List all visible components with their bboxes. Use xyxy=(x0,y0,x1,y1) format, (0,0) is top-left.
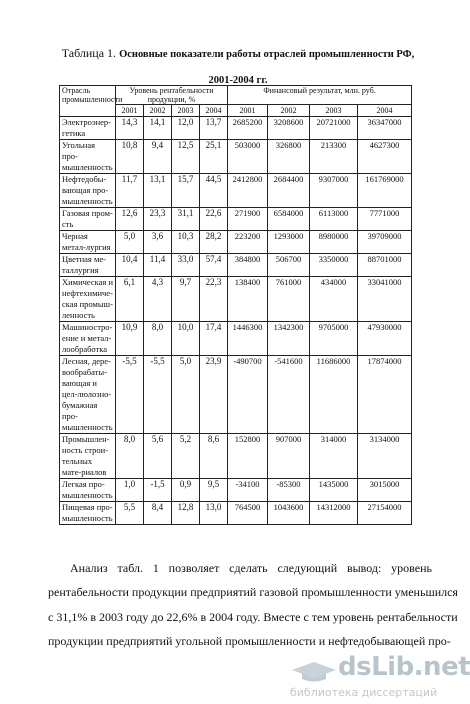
profitability-cell: -5,5 xyxy=(116,356,144,434)
financial-result-cell: 138400 xyxy=(228,277,268,322)
profitability-cell: -1,5 xyxy=(144,479,172,502)
sector-name: Машиностро-ение и метал-лообработка xyxy=(60,322,116,356)
financial-result-cell: -34100 xyxy=(228,479,268,502)
profitability-cell: 17,4 xyxy=(200,322,228,356)
caption-years: 2001-2004 гг. xyxy=(208,75,268,86)
header-financial-result: Финансовый результат, млн. руб. xyxy=(228,86,412,105)
financial-result-cell: 271900 xyxy=(228,208,268,231)
financial-result-cell: 2412800 xyxy=(228,174,268,208)
table-row xyxy=(60,434,412,479)
financial-result-cell: 764500 xyxy=(228,502,268,525)
profitability-cell: 12,0 xyxy=(172,117,200,140)
financial-result-cell: 314000 xyxy=(310,434,358,479)
financial-result-cell: 9705000 xyxy=(310,322,358,356)
financial-result-cell: 161769000 xyxy=(358,174,412,208)
financial-result-cell: 27154000 xyxy=(358,502,412,525)
profitability-cell: 31,1 xyxy=(172,208,200,231)
sector-name: Цветная ме-таллургия xyxy=(60,254,116,277)
paragraph-line: продукции предприятий угольной промышленности и нефтедобывающей про- xyxy=(48,633,451,648)
header-sector: Отрасль промышленности xyxy=(60,86,116,117)
profitability-cell: 9,5 xyxy=(200,479,228,502)
financial-result-cell: 6113000 xyxy=(310,208,358,231)
financial-result-cell: 8980000 xyxy=(310,231,358,254)
year-header: 2004 xyxy=(358,105,412,117)
financial-result-cell: 4627300 xyxy=(358,140,412,174)
year-header: 2003 xyxy=(172,105,200,117)
profitability-cell: 8,4 xyxy=(144,502,172,525)
year-header: 2004 xyxy=(200,105,228,117)
profitability-cell: 9,7 xyxy=(172,277,200,322)
sector-name: Черная метал-лургия xyxy=(60,231,116,254)
profitability-cell: 12,8 xyxy=(172,502,200,525)
financial-result-cell: 3015000 xyxy=(358,479,412,502)
financial-result-cell: 7771000 xyxy=(358,208,412,231)
financial-result-cell: 1435000 xyxy=(310,479,358,502)
profitability-cell: 28,2 xyxy=(200,231,228,254)
financial-result-cell: 33041000 xyxy=(358,277,412,322)
profitability-cell: 23,9 xyxy=(200,356,228,434)
table-row xyxy=(60,479,412,502)
financial-result-cell: 503000 xyxy=(228,140,268,174)
profitability-cell: 10,0 xyxy=(172,322,200,356)
table-row xyxy=(60,322,412,356)
table-row xyxy=(60,502,412,525)
table-row xyxy=(60,174,412,208)
financial-result-cell: 39709000 xyxy=(358,231,412,254)
profitability-cell: 12,6 xyxy=(116,208,144,231)
financial-result-cell: 907000 xyxy=(268,434,310,479)
sector-name: Промышлен-ность строи-тельных мате-риалов xyxy=(60,434,116,479)
profitability-cell: 6,1 xyxy=(116,277,144,322)
financial-result-cell: 2685200 xyxy=(228,117,268,140)
profitability-cell: 10,4 xyxy=(116,254,144,277)
financial-result-cell: 14312000 xyxy=(310,502,358,525)
financial-result-cell: 20721000 xyxy=(310,117,358,140)
profitability-cell: 5,6 xyxy=(144,434,172,479)
industry-table xyxy=(59,85,412,525)
profitability-cell: 13,7 xyxy=(200,117,228,140)
profitability-cell: 22,6 xyxy=(200,208,228,231)
profitability-cell: -5,5 xyxy=(144,356,172,434)
profitability-cell: 8,6 xyxy=(200,434,228,479)
sector-name: Легкая про-мышленность xyxy=(60,479,116,502)
profitability-cell: 13,0 xyxy=(200,502,228,525)
profitability-cell: 5,0 xyxy=(116,231,144,254)
financial-result-cell: 1293000 xyxy=(268,231,310,254)
table-body xyxy=(60,117,412,525)
table-row xyxy=(60,117,412,140)
profitability-cell: 23,3 xyxy=(144,208,172,231)
watermark-logo: dsLib.net xyxy=(338,652,470,682)
profitability-cell: 14,3 xyxy=(116,117,144,140)
financial-result-cell: -490700 xyxy=(228,356,268,434)
sector-name: Угольная про-мышленность xyxy=(60,140,116,174)
graduation-cap-icon xyxy=(290,660,338,684)
financial-result-cell: 152800 xyxy=(228,434,268,479)
profitability-cell: 5,2 xyxy=(172,434,200,479)
table-row xyxy=(60,356,412,434)
year-header: 2003 xyxy=(310,105,358,117)
profitability-cell: 9,4 xyxy=(144,140,172,174)
profitability-cell: 8,0 xyxy=(116,434,144,479)
year-header: 2002 xyxy=(144,105,172,117)
financial-result-cell: 434000 xyxy=(310,277,358,322)
profitability-cell: 22,3 xyxy=(200,277,228,322)
sector-name: Пищевая про-мышленность xyxy=(60,502,116,525)
profitability-cell: 57,4 xyxy=(200,254,228,277)
sector-name: Лесная, дере-вообрабаты-вающая и цел-люлозно-бумажная про-мышленность xyxy=(60,356,116,434)
financial-result-cell: -541600 xyxy=(268,356,310,434)
year-header: 2002 xyxy=(268,105,310,117)
profitability-cell: 14,1 xyxy=(144,117,172,140)
profitability-cell: 8,0 xyxy=(144,322,172,356)
paragraph-line: рентабельности продукции предприятий газовой промышленности уменьшился xyxy=(48,585,458,600)
financial-result-cell: 17874000 xyxy=(358,356,412,434)
header-profitability: Уровень рентабельности продукции, % xyxy=(116,86,228,105)
profitability-cell: 15,7 xyxy=(172,174,200,208)
year-header: 2001 xyxy=(228,105,268,117)
financial-result-cell: 47930000 xyxy=(358,322,412,356)
financial-result-cell: 6584000 xyxy=(268,208,310,231)
profitability-cell: 1,0 xyxy=(116,479,144,502)
sector-name: Нефтедобы-вающая про-мышленность xyxy=(60,174,116,208)
financial-result-cell: 11686000 xyxy=(310,356,358,434)
profitability-cell: 25,1 xyxy=(200,140,228,174)
profitability-cell: 10,3 xyxy=(172,231,200,254)
financial-result-cell: 223200 xyxy=(228,231,268,254)
financial-result-cell: 9307000 xyxy=(310,174,358,208)
profitability-cell: 10,9 xyxy=(116,322,144,356)
financial-result-cell: 213300 xyxy=(310,140,358,174)
sector-name: Электроэнер-гетика xyxy=(60,117,116,140)
table-row xyxy=(60,277,412,322)
financial-result-cell: 36347000 xyxy=(358,117,412,140)
financial-result-cell: 2684400 xyxy=(268,174,310,208)
financial-result-cell: 1342300 xyxy=(268,322,310,356)
profitability-cell: 11,7 xyxy=(116,174,144,208)
profitability-cell: 5,5 xyxy=(116,502,144,525)
financial-result-cell: 88701000 xyxy=(358,254,412,277)
table-row xyxy=(60,140,412,174)
sector-name: Химическая и нефтехимиче-ская промыш-ленность xyxy=(60,277,116,322)
financial-result-cell: 761000 xyxy=(268,277,310,322)
table-row xyxy=(60,254,412,277)
watermark-subtitle: библиотека диссертаций xyxy=(290,686,438,699)
watermark xyxy=(290,652,470,704)
profitability-cell: 10,8 xyxy=(116,140,144,174)
paragraph-line: с 31,1% в 2003 году до 22,6% в 2004 году. Вместе с тем уровень рентабельности xyxy=(48,609,458,624)
profitability-cell: 4,3 xyxy=(144,277,172,322)
table-row xyxy=(60,208,412,231)
financial-result-cell: 384800 xyxy=(228,254,268,277)
profitability-cell: 44,5 xyxy=(200,174,228,208)
financial-result-cell: -85300 xyxy=(268,479,310,502)
analysis-paragraph xyxy=(48,556,458,653)
profitability-cell: 33,0 xyxy=(172,254,200,277)
profitability-cell: 5,0 xyxy=(172,356,200,434)
financial-result-cell: 3350000 xyxy=(310,254,358,277)
table-row xyxy=(60,231,412,254)
financial-result-cell: 3208600 xyxy=(268,117,310,140)
paragraph-line: Анализ табл. 1 позволяет сделать следующий вывод: уровень xyxy=(70,561,432,575)
year-header: 2001 xyxy=(116,105,144,117)
profitability-cell: 11,4 xyxy=(144,254,172,277)
financial-result-cell: 506700 xyxy=(268,254,310,277)
financial-result-cell: 326800 xyxy=(268,140,310,174)
profitability-cell: 13,1 xyxy=(144,174,172,208)
profitability-cell: 3,6 xyxy=(144,231,172,254)
sector-name: Газовая пром-сть xyxy=(60,208,116,231)
financial-result-cell: 1043600 xyxy=(268,502,310,525)
caption-title: Основные показатели работы отраслей промышленности РФ, xyxy=(119,49,415,60)
financial-result-cell: 1446300 xyxy=(228,322,268,356)
financial-result-cell: 3134000 xyxy=(358,434,412,479)
profitability-cell: 12,5 xyxy=(172,140,200,174)
caption-lead: Таблица 1. xyxy=(61,46,120,60)
profitability-cell: 0,9 xyxy=(172,479,200,502)
